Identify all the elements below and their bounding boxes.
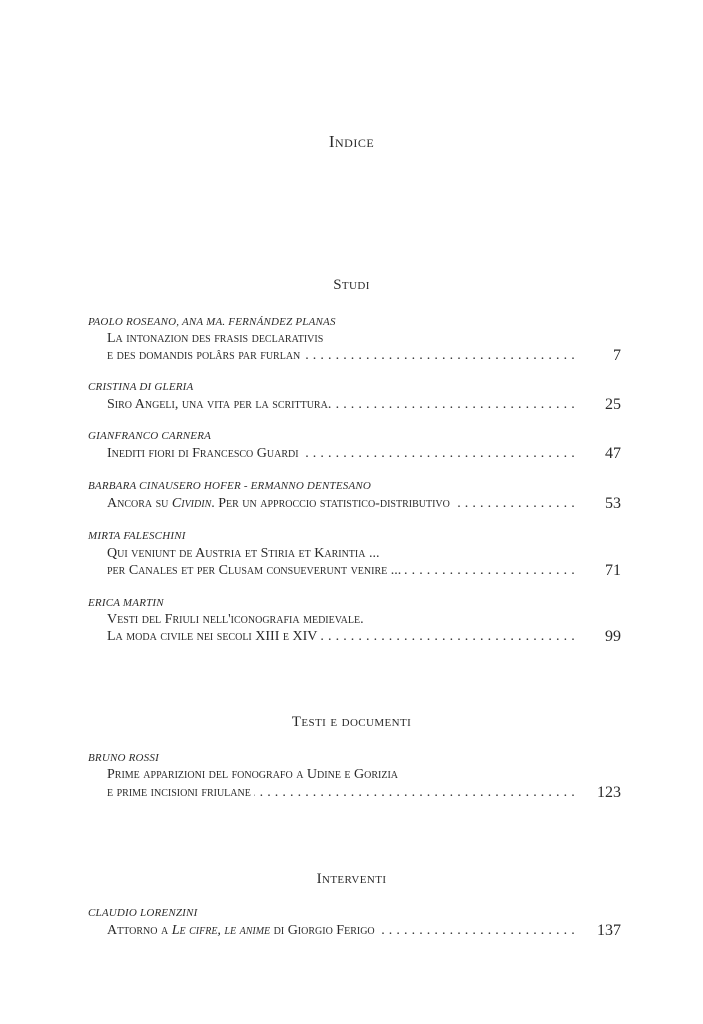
entry-title-line: Attorno a Le cifre, le anime di Giorgio Ferigo . . . xyxy=(107,922,575,940)
entry-title-line: Inediti fiori di Francesco Guardi . . . xyxy=(107,445,575,463)
entry-page-number: 137 xyxy=(597,922,621,939)
entry-author: MIRTA FALESCHINI xyxy=(88,530,186,542)
entry-page-number: 53 xyxy=(605,495,621,512)
entry-page-number: 7 xyxy=(613,347,621,364)
entry-page-number: 99 xyxy=(605,628,621,645)
section-title-interventi: Interventi xyxy=(316,871,387,887)
entry-page-number: 123 xyxy=(597,784,621,801)
entry-author: PAOLO ROSEANO, ANA MA. FERNÁNDEZ PLANAS xyxy=(88,316,336,328)
entry-author: BARBARA CINAUSERO HOFER - ERMANNO DENTESANO xyxy=(88,480,372,492)
entry-title-line: La intonazion des frasis declarativis xyxy=(107,330,575,348)
entry-title-line: e prime incisioni friulane . . . xyxy=(107,784,575,802)
entry-page-number: 71 xyxy=(605,562,621,579)
entry-title-line: per Canales et per Clusam consueverunt venire ... . . . xyxy=(107,562,575,580)
entry-title-line: Qui veniunt de Austria et Stiria et Karintia ... xyxy=(107,545,575,563)
entry-page-number: 47 xyxy=(605,445,621,462)
section-title-testi-e-documenti: Testi e documenti xyxy=(291,714,412,730)
entry-author: CLAUDIO LORENZINI xyxy=(88,907,198,919)
entry-author: ERICA MARTIN xyxy=(88,597,164,609)
entry-page-number: 25 xyxy=(605,396,621,413)
entry-author: GIANFRANCO CARNERA xyxy=(88,430,212,442)
entry-title-line: e des domandis polârs par furlan . . . xyxy=(107,347,575,365)
entry-title-line: La moda civile nei secoli XIII e XIV . . . xyxy=(107,628,575,646)
entry-title-line: Vesti del Friuli nell'iconografia medievale. xyxy=(107,611,575,629)
entry-author: BRUNO ROSSI xyxy=(88,752,159,764)
entry-author: CRISTINA DI GLERIA xyxy=(88,381,194,393)
entry-title-line: Prime apparizioni del fonografo a Udine e Gorizia xyxy=(107,766,575,784)
page-title: Indice xyxy=(328,132,375,151)
section-title-studi: Studi xyxy=(333,277,370,293)
entry-title-line: Ancora su Cividin. Per un approccio statistico-distributivo . . . xyxy=(107,495,575,513)
entry-title-line: Siro Angeli, una vita per la scrittura. . . . xyxy=(107,396,575,414)
